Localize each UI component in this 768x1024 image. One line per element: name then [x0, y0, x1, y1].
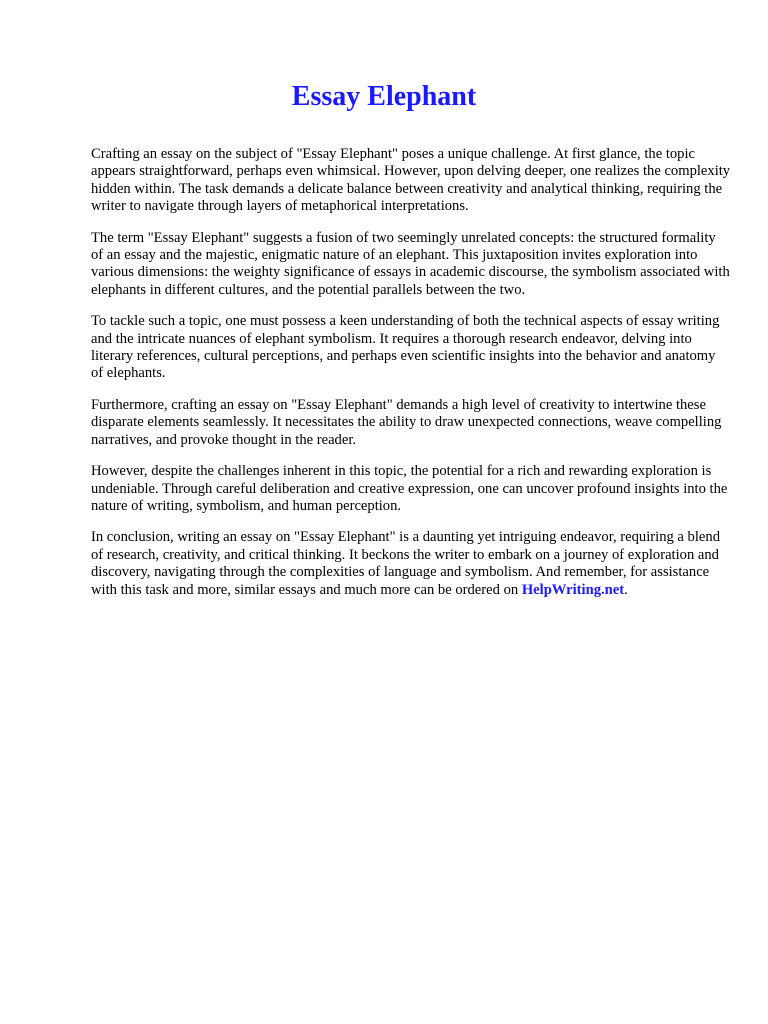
- paragraph-2: The term "Essay Elephant" suggests a fusion of two seemingly unrelated concepts: the structured formality of an essay and the majestic, enigmatic nature of an elephant. This juxtaposition invites exploration into various dimensions: the weighty significance of essays in academic discourse, the symbolism associated with elephants in different cultures, and the potential parallels between the two.: [91, 229, 730, 298]
- document-title: Essay Elephant: [291, 81, 477, 112]
- helpwriting-link[interactable]: HelpWriting.net: [521, 581, 625, 598]
- paragraph-3: To tackle such a topic, one must possess a keen understanding of both the technical aspects of essay writing and the intricate nuances of elephant symbolism. It requires a thorough research endeavor, delving into literary references, cultural perceptions, and perhaps even scientific insights into the behavior and anatomy of elephants.: [91, 313, 720, 382]
- document-body: [91, 146, 731, 613]
- conclusion-paragraph: [91, 529, 731, 599]
- paragraph-1: Crafting an essay on the subject of "Essay Elephant" poses a unique challenge. At first glance, the topic appears straightforward, perhaps even whimsical. However, upon delving deeper, one realizes the complexity hidden within. The task demands a delicate balance between creativity and analytical thinking, requiring the writer to navigate through layers of metaphorical interpretations.: [91, 146, 731, 215]
- paragraph-4: Furthermore, crafting an essay on "Essay Elephant" demands a high level of creativity to intertwine these disparate elements seamlessly. It necessitates the ability to draw unexpected connections, weave compelling narratives, and provoke thought in the reader.: [91, 396, 722, 448]
- paragraph-5: However, despite the challenges inherent in this topic, the potential for a rich and rewarding exploration is undeniable. Through careful deliberation and creative expression, one can uncover profound insights into the nature of writing, symbolism, and human perception.: [91, 463, 728, 514]
- conclusion-period: .: [624, 581, 628, 598]
- conclusion-text: In conclusion, writing an essay on "Essay Elephant" is a daunting yet intriguing endeavor, requiring a blend of research, creativity, and critical thinking. It beckons the writer to embark on a journey of exploration and discovery, navigating through the complexities of language and symbolism. And remember, for assistance with this task and more, similar essays and much more can be ordered on: [91, 529, 720, 598]
